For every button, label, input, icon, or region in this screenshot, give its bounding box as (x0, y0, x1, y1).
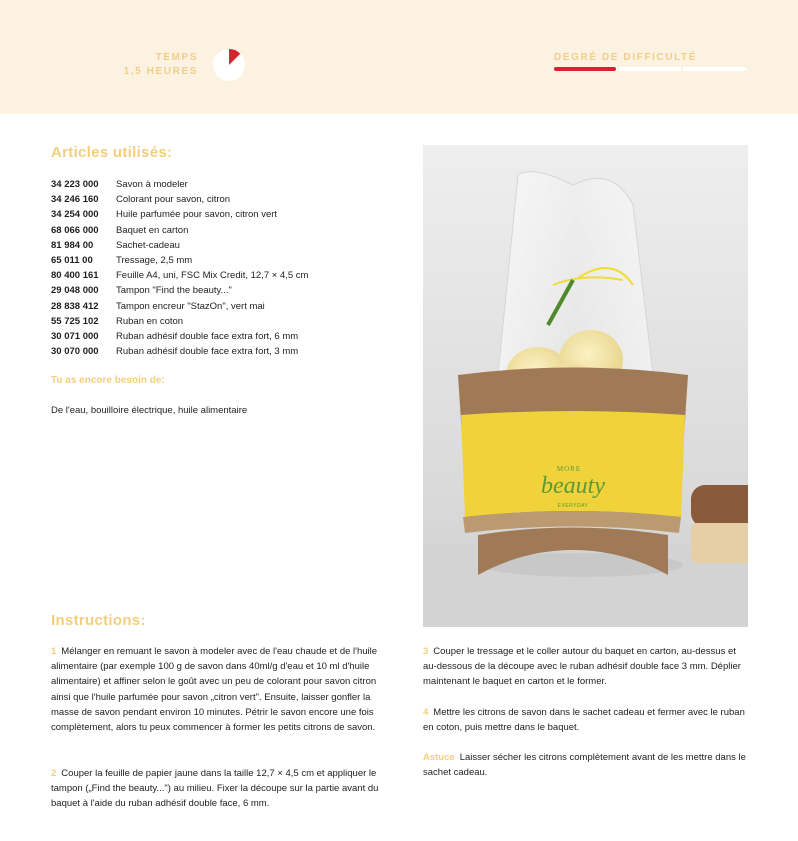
article-description: Savon à modeler (116, 179, 188, 190)
product-photo (423, 145, 748, 627)
article-row (51, 223, 411, 238)
article-row (51, 314, 411, 329)
stamp-text-bottom: EVERYDAY (557, 503, 589, 509)
article-description: Tampon encreur "StazOn", vert mai (116, 300, 265, 312)
article-description: Ruban adhésif double face extra fort, 6 mm (116, 330, 299, 342)
instruction-step-1 (51, 644, 381, 735)
time-value: 1,5 HEURES (123, 66, 198, 77)
instructions-heading: Instructions: (51, 612, 146, 629)
article-row (51, 329, 411, 344)
step-text: Mettre les citrons de savon dans le sachet cadeau et fermer avec le ruban en coton, puis mettre dans le baquet. (423, 707, 745, 734)
article-description: Ruban adhésif double face extra fort, 3 mm (116, 346, 299, 358)
extra-needs-text: De l'eau, bouilloire électrique, huile alimentaire (51, 405, 248, 416)
difficulty-meter-fill (554, 67, 616, 71)
article-number: 29 048 000 (51, 285, 99, 297)
article-description: Colorant pour savon, citron (116, 194, 231, 206)
article-description: Tressage, 2,5 mm (116, 254, 193, 266)
difficulty-label: DEGRÉ DE DIFFICULTÉ (554, 52, 697, 63)
stamp-text-top: MORE (556, 465, 582, 473)
article-number: 34 246 160 (51, 194, 99, 206)
step-text: Couper la feuille de papier jaune dans la taille 12,7 × 4,5 cm et appliquer le tampon („Find the beauty...") au milieu. Fixer la découpe sur la partie avant du baquet à l'aide du ruban adhésif double face, 6 mm. (51, 768, 379, 810)
article-number: 68 066 000 (51, 224, 99, 236)
step-number: 2 (51, 768, 57, 779)
article-number: 34 223 000 (51, 179, 99, 190)
article-row (51, 192, 411, 207)
header-bar (0, 0, 798, 114)
article-number: 30 071 000 (51, 330, 99, 342)
article-description: Sachet-cadeau (116, 239, 180, 251)
article-row (51, 253, 411, 268)
article-number: 34 254 000 (51, 209, 99, 221)
article-description: Ruban en coton (116, 315, 184, 327)
article-row (51, 268, 411, 283)
article-description: Feuille A4, uni, FSC Mix Credit, 12,7 × 4,5 cm (116, 270, 309, 282)
step-number: 4 (423, 707, 429, 718)
instruction-step-3 (423, 644, 748, 690)
article-row (51, 238, 411, 253)
stamp-text-main: beauty (541, 473, 605, 499)
extra-needs-heading: Tu as encore besoin de: (51, 375, 165, 386)
article-number: 80 400 161 (51, 270, 99, 282)
step-text: Couper le tressage et le coller autour du baquet en carton, au-dessus et au-dessous de la découpe avec le ruban adhésif double face 3 mm. Déplier maintenant le baquet en carton et le former. (423, 646, 741, 688)
difficulty-meter-separator (681, 67, 683, 71)
instruction-step-4 (423, 705, 748, 735)
article-description: Tampon "Find the beauty..." (116, 285, 232, 297)
article-number: 81 984 00 (51, 239, 94, 251)
article-description: Baquet en carton (116, 224, 189, 236)
time-label: TEMPS (155, 52, 198, 63)
tip-label: Astuce (423, 752, 455, 763)
articles-heading: Articles utilisés: (51, 144, 173, 161)
article-row (51, 299, 411, 314)
instruction-step-2 (51, 766, 381, 812)
step-text: Mélanger en remuant le savon à modeler avec de l'eau chaude et de l'huile alimentaire (par exemple 100 g de savon dans 40ml/g d'eau et 10 ml d'huile alimentaire) et affiner selon le goût avec un peu de colorant pour savon citron ainsi que l'huile parfumée pour savon „citron vert". Ensuite, laisser gonfler la masse de savon pendant environ 10 minutes. Pétrir le savon encore une fois complètement, alors tu peux commencer à former les petits citrons de savon. (51, 646, 378, 734)
article-row (51, 283, 411, 298)
tip (423, 750, 748, 780)
articles-list (51, 177, 411, 359)
article-number: 65 011 00 (51, 254, 93, 266)
tip-text: Laisser sécher les citrons complètement avant de les mettre dans le sachet cadeau. (423, 752, 746, 779)
step-number: 1 (51, 646, 57, 657)
article-row (51, 207, 411, 222)
article-number: 55 725 102 (51, 315, 99, 327)
article-row (51, 177, 411, 192)
time-clock-icon (212, 48, 246, 82)
difficulty-meter (554, 67, 746, 71)
article-number: 28 838 412 (51, 300, 99, 312)
article-description: Huile parfumée pour savon, citron vert (116, 209, 278, 221)
article-number: 30 070 000 (51, 346, 99, 358)
step-number: 3 (423, 646, 429, 657)
difficulty-meter-separator (617, 67, 619, 71)
article-row (51, 344, 411, 359)
